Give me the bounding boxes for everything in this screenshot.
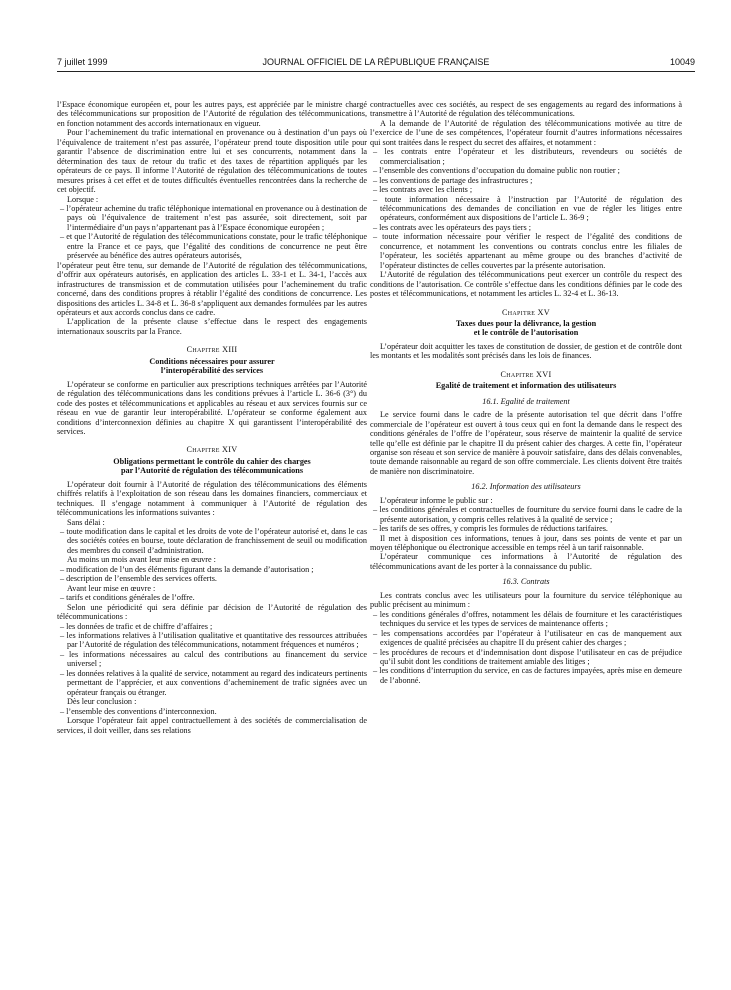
- paragraph: Lorsque :: [67, 194, 99, 204]
- list-item: – toute modification dans le capital et les droits de vote de l’opérateur autorisé et, dans le cas des sociétés cotées en bourse, toute déclaration de franchissement de seuil ou modification des membres du conseil d’administration.: [57, 527, 367, 555]
- chapter-title-line: Obligations permettant le contrôle du cahier des charges: [113, 456, 311, 466]
- paragraph: Avant leur mise en œuvre :: [67, 583, 156, 593]
- chapter-heading: Chapitre XVI: [500, 369, 552, 379]
- section-heading: 16.3. Contrats: [502, 577, 550, 587]
- list-item: – tarifs et conditions générales de l’offre.: [57, 593, 367, 602]
- list-item: – les conditions générales et contractuelles de fourniture du service fourni dans le cadre de la présente autorisation, y compris celles relatives à la qualité de service ;: [370, 505, 682, 524]
- list-item: – modification de l’un des éléments figurant dans la demande d’autorisation ;: [57, 565, 367, 574]
- header-page-number: 10049: [669, 57, 695, 67]
- paragraph: Dès leur conclusion :: [67, 697, 137, 707]
- header-rule: [57, 71, 695, 72]
- bullet-list: [57, 707, 367, 716]
- bullet-list: [57, 565, 367, 584]
- list-item: – les compensations accordées par l’opérateur à l’utilisateur en cas de manquement aux exigences de qualité précisées au chapitre II du présent cahier des charges ;: [370, 629, 682, 648]
- section-heading: 16.2. Information des utilisateurs: [471, 482, 581, 492]
- list-item: – l’ensemble des conventions d’interconnexion.: [57, 707, 367, 716]
- chapter-title: [57, 457, 367, 476]
- chapter-title: [370, 319, 682, 338]
- paragraph: Au moins un mois avant leur mise en œuvre :: [67, 555, 216, 565]
- bullet-list: [57, 622, 367, 698]
- paragraph: A la demande de l’Autorité de régulation des télécommunications motivée au titre de l’exercice de l’une de ses compétences, l’opérateur fournit d’autres informations nécessaires qui sont traitées dans le respect du secret des affaires, et notamment :: [370, 118, 682, 147]
- list-item: – les procédures de recours et d’indemnisation dont dispose l’utilisateur en cas de préjudice qu’il subit dont les conditions de traitement amiable des litiges ;: [370, 648, 682, 667]
- chapter-title-line: Conditions nécessaires pour assurer: [149, 356, 275, 366]
- list-item: – et que l’Autorité de régulation des télécommunications constate, pour le trafic téléphonique entre la France et ce pays, que l’égalité des conditions de concurrence ne peut être préservée au bénéfice des autres opérateurs autorisés,: [57, 232, 367, 260]
- paragraph: L’opérateur doit acquitter les taxes de constitution de dossier, de gestion et de contrôle dont les montants et les modalités sont précisés dans les lois de finances.: [370, 341, 682, 361]
- paragraph: Les contrats conclus avec les utilisateurs pour la fourniture du service téléphonique au public précisent au minimum :: [370, 590, 682, 610]
- list-item: – les informations relatives à l’utilisation qualitative et quantitative des ressources attribuées par l’Autorité de régulation des télécommunications, notamment fréquences et numéros ;: [57, 631, 367, 650]
- list-item: – les données relatives à la qualité de service, notamment au regard des indicateurs pertinents permettant de l’apprécier, et aux conventions d’acheminement de trafic signées avec un opérateur français ou étranger.: [57, 669, 367, 697]
- chapter-title-line: par l’Autorité de régulation des télécommunications: [121, 466, 303, 476]
- paragraph: L’Autorité de régulation des télécommunications peut exercer un contrôle du respect des conditions de l’autorisation. Ce contrôle s’effectue dans les conditions définies par le code des postes et télécommunications, et notamment les articles L. 32-4 et L. 36-13.: [370, 270, 682, 299]
- paragraph: Sans délai :: [67, 517, 105, 527]
- chapter-heading: Chapitre XV: [502, 307, 550, 317]
- chapter-title-line: et le contrôle de l’autorisation: [473, 328, 579, 338]
- bullet-list: [57, 527, 367, 555]
- paragraph: Selon une périodicité qui sera définie par décision de l’Autorité de régulation des télécommunications :: [57, 602, 367, 622]
- paragraph: Pour l’acheminement du trafic international en provenance ou à destination d’un pays où l’équivalence de traitement n’est pas assurée, l’opérateur prend toute disposition utile pour garantir l’absence de discrimination entre lui et ses concurrents, notamment dans la détermination des taux de retour du trafic et des taxes de répartition appliqués par les opérateurs de ce pays. Il informe l’Autorité de régulation des télécommunications de toutes mesures prises à cet effet et de toutes difficultés éventuelles rencontrées dans la recherche de cet objectif.: [57, 128, 367, 195]
- chapter-heading: Chapitre XIII: [186, 345, 238, 355]
- list-item: – les conventions de partage des infrastructures ;: [370, 176, 682, 185]
- list-item: – les tarifs de ses offres, y compris les formules de réductions tarifaires.: [370, 524, 682, 533]
- paragraph: L’opérateur se conforme en particulier aux prescriptions techniques arrêtées par l’Autorité de régulation des télécommunications dans les conditions prévues à l’article L. 36-6 (3°) du code des postes et télécommunications et applicables au réseau et aux services fournis sur ce réseau en vue de garantir leur interopérabilité. L’opérateur se conforme également aux conditions d’interconnexion définies au chapitre X qui garantissent l’interopérabilité des services.: [57, 379, 367, 436]
- paragraph: l’Espace économique européen et, pour les autres pays, est appréciée par le ministre chargé des télécommunications sur proposition de l’Autorité de régulation des télécommunications, en fonction notamment des accords internationaux en vigueur.: [57, 100, 367, 128]
- paragraph: Le service fourni dans le cadre de la présente autorisation tel que décrit dans l’offre commerciale de l’opérateur est ouvert à tous ceux qui en font la demande dans le respect des conditions générales de l’offre de l’opérateur, sous réserve de maintenir la qualité de service telle qu’elle est définie par le chapitre II du présent cahier des charges. A cette fin, l’opérateur organise son réseau et son service de manière à pouvoir satisfaire, dans des délais convenables, toute demande raisonnable au regard de son offre commerciale. Les clients doivent être traités de manière non discriminatoire.: [370, 410, 682, 476]
- bullet-list: [57, 204, 367, 261]
- list-item: – l’opérateur achemine du trafic téléphonique international en provenance ou à destination de pays où l’équivalence de traitement n’est pas assurée, soit directement, soit par l’intermédiaire d’un pays n’appartenant pas à l’Espace économique européen ;: [57, 204, 367, 232]
- paragraph: Lorsque l’opérateur fait appel contractuellement à des sociétés de commercialisation de services, il doit veiller, dans ses relations: [57, 716, 367, 735]
- chapter-title: [57, 357, 367, 376]
- chapter-title-line: Taxes dues pour la délivrance, la gestion: [455, 318, 597, 328]
- paragraph: L’opérateur doit fournir à l’Autorité de régulation des télécommunications des éléments chiffrés relatifs à l’exploitation de son réseau dans les domaines financiers, commerciaux et techniques. Il s’engage notamment à communiquer à l’Autorité de régulation des télécommunications les informations suivantes :: [57, 479, 367, 518]
- bullet-list: [370, 147, 682, 270]
- paragraph: L’opérateur communique ces informations à l’Autorité de régulation des télécommunications avant de les porter à la connaissance du public.: [370, 552, 682, 571]
- paragraph: l’opérateur peut être tenu, sur demande de l’Autorité de régulation des télécommunications, d’offrir aux opérateurs autorisés, en application des articles L. 33-1 et L. 34-1, l’accès aux infrastructures de transmission et de commutation utilisées pour l’acheminement du trafic concerné, dans des conditions propres à rétablir l’égalité des conditions de concurrence. Les dispositions des articles L. 34-8 et L. 36-8 s’appliquent aux demandes formulées par les autres opérateurs et aux accords conclus dans ce cadre.: [57, 260, 367, 317]
- paragraph: L’application de la présente clause s’effectue dans le respect des engagements internationaux souscrits par la France.: [57, 317, 367, 336]
- paragraph: L’opérateur informe le public sur :: [380, 495, 493, 505]
- header-journal-title: JOURNAL OFFICIEL DE LA RÉPUBLIQUE FRANÇAISE: [262, 57, 490, 67]
- list-item: – toute information nécessaire à l’instruction par l’Autorité de régulation des télécommunications des demandes de conciliation en vue de régler les litiges entre opérateurs, conformément aux dispositions de l’article L. 36-9 ;: [370, 195, 682, 223]
- chapter-heading: Chapitre XIV: [186, 445, 238, 455]
- list-item: – les contrats entre l’opérateur et les distributeurs, revendeurs ou sociétés de commercialisation ;: [370, 147, 682, 166]
- list-item: – description de l’ensemble des services offerts.: [57, 574, 367, 583]
- list-item: – toute information nécessaire pour vérifier le respect de l’égalité des conditions de concurrence, et notamment les conventions ou contrats conclus entre les filiales de l’opérateur, les sociétés appartenant au même groupe ou des branches d’activité de l’opérateur distinctes de celles couvertes par la présente autorisation.: [370, 232, 682, 270]
- section-heading: 16.1. Egalité de traitement: [482, 396, 570, 406]
- right-column: [370, 100, 682, 960]
- list-item: – les contrats avec les clients ;: [370, 185, 682, 194]
- bullet-list: [370, 610, 682, 686]
- list-item: – l’ensemble des conventions d’occupation du domaine public non routier ;: [370, 166, 682, 175]
- list-item: – les conditions d’interruption du service, en cas de factures impayées, après mise en demeure de l’abonné.: [370, 666, 682, 685]
- list-item: – les conditions générales d’offres, notamment les délais de fourniture et les caractéristiques techniques du service et les types de services de maintenance offerts ;: [370, 610, 682, 629]
- left-column: [57, 100, 367, 960]
- list-item: – les informations nécessaires au calcul des contributions au financement du service universel ;: [57, 650, 367, 669]
- page-header: [57, 57, 695, 71]
- paragraph: contractuelles avec ces sociétés, au respect de ses engagements au regard des informations à transmettre à l’Autorité de régulation des télécommunications.: [370, 100, 682, 119]
- list-item: – les contrats avec les opérateurs des pays tiers ;: [370, 223, 682, 232]
- chapter-title-line: l’interopérabilité des services: [160, 366, 264, 376]
- paragraph: Il met à disposition ces informations, tenues à jour, dans ses points de vente et par un moyen téléphonique ou électronique accessible en temps réel à un tarif raisonnable.: [370, 533, 682, 553]
- chapter-title: [370, 381, 682, 390]
- list-item: – les données de trafic et de chiffre d’affaires ;: [57, 622, 367, 631]
- bullet-list: [370, 505, 682, 533]
- bullet-list: [57, 593, 367, 602]
- header-date: 7 juillet 1999: [57, 57, 108, 67]
- chapter-title-line: Egalité de traitement et information des utilisateurs: [435, 381, 617, 391]
